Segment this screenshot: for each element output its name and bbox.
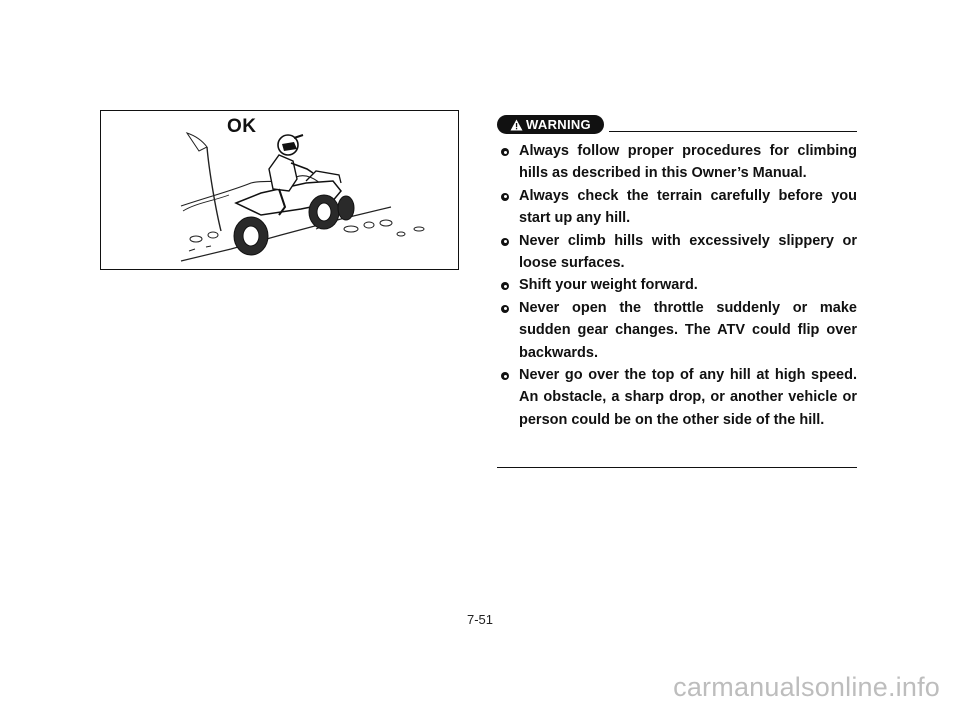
warning-label: WARNING [526,117,591,132]
warning-list [497,140,857,431]
warning-badge [497,115,604,134]
warning-item [497,185,857,230]
atv-hill-climb-illustration [101,111,458,269]
page-number: 7-51 [466,612,494,627]
warning-item [497,297,857,364]
warning-item [497,230,857,275]
bullet-icon [501,282,509,290]
warning-item-text: Shift your weight forward. [519,277,698,294]
bullet-icon [501,305,509,313]
warning-item [497,364,857,431]
illustration-frame [100,110,459,270]
bullet-icon [501,372,509,380]
warning-item [497,274,857,296]
warning-header [497,115,857,135]
warning-item-text: Never climb hills with excessively slippery or loose surfaces. [519,232,857,272]
bullet-icon [501,238,509,246]
bullet-icon [501,148,509,156]
figure-caption: OK [227,116,257,137]
warning-item-text: Never open the throttle suddenly or make sudden gear changes. The ATV could flip over backwards. [519,299,857,361]
warning-item [497,140,857,185]
warning-item-text: Always check the terrain carefully before you start up any hill. [519,187,857,227]
bullet-icon [501,193,509,201]
warning-rule-top [609,131,857,132]
warning-triangle-icon [510,119,523,131]
watermark: carmanualsonline.info [673,672,940,702]
warning-item-text: Always follow proper procedures for climbing hills as described in this Owner’s Manual. [519,143,857,182]
warning-rule-bottom [497,467,857,468]
warning-item-text: Never go over the top of any hill at high speed. An obstacle, a sharp drop, or another vehicle or person could be on the other side of the hill. [519,367,857,428]
